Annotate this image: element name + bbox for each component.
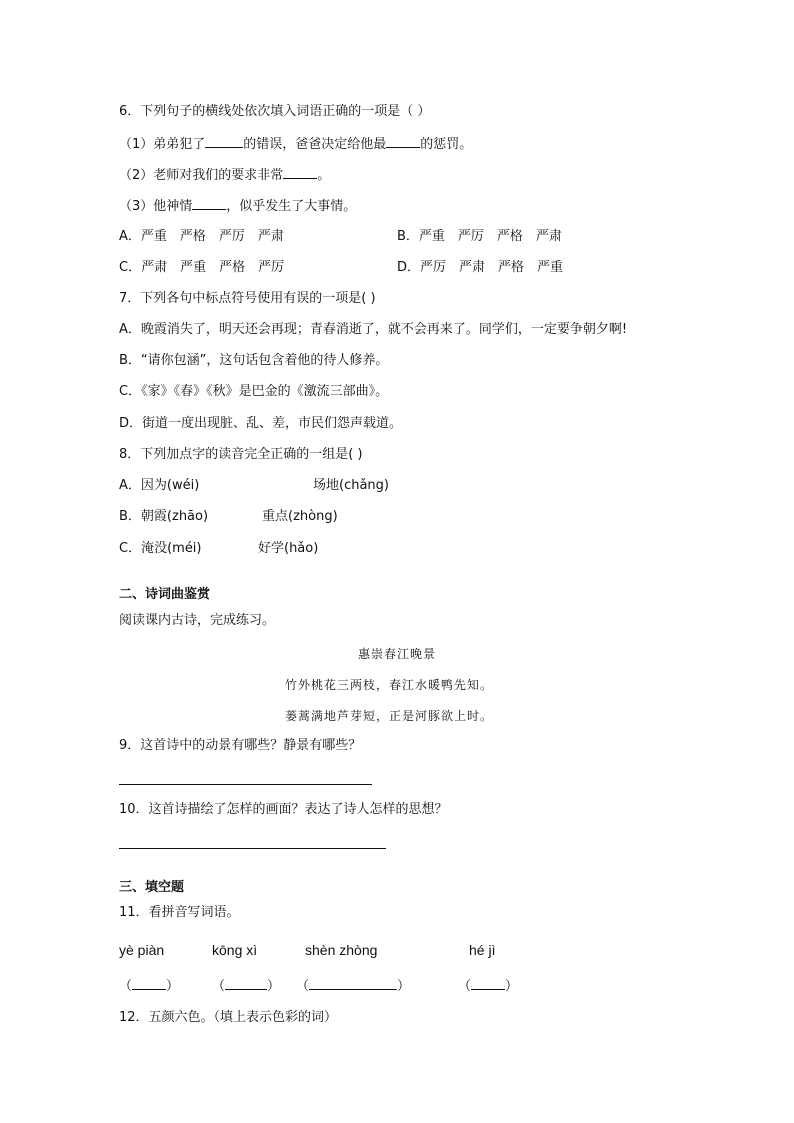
q6-s3-part-a: （3）他神情 <box>119 199 193 214</box>
poem-line-1: 竹外桃花三两枝，春江水暖鸭先知。 <box>285 678 494 692</box>
q8-option-c[interactable] <box>119 541 202 557</box>
q6-s2-part-b: 。 <box>317 168 331 183</box>
q6-s3-part-b: ，似乎发生了大事情。 <box>226 199 357 214</box>
q8-stem: 8．下列加点字的读音完全正确的一组是( ) <box>119 447 363 462</box>
q6-sentence-1 <box>119 135 472 153</box>
q6-s1-part-c: 的惩罚。 <box>420 137 473 152</box>
answer-box-1[interactable] <box>119 977 179 995</box>
section-2-title: 二、诗词曲鉴赏 <box>119 587 211 602</box>
q6-s1-part-b: 的错误，爸爸决定给他最 <box>243 137 387 152</box>
q8-option-b-word1: B．朝霞(zhāo) <box>119 509 209 524</box>
q6-option-a[interactable]: A．严重 严格 严厉 严肃 <box>119 229 284 244</box>
pinyin-1: yè piàn <box>119 942 165 958</box>
fill-blank[interactable] <box>192 197 226 210</box>
q6-option-b[interactable]: B．严重 严厉 严格 严肃 <box>397 229 562 244</box>
q9-answer-line[interactable] <box>119 784 372 785</box>
q6-option-d[interactable]: D．严厉 严肃 严格 严重 <box>397 260 564 275</box>
q8-option-a[interactable] <box>119 478 199 494</box>
q8-option-a-word1: A．因为(wéi) <box>119 478 200 493</box>
paren-close: ） <box>166 979 180 994</box>
q7-option-c[interactable]: C．《家》《春》《秋》是巴金的《激流三部曲》。 <box>119 384 389 399</box>
pinyin-4: hé jì <box>469 942 496 958</box>
q7-option-d[interactable]: D．街道一度出现脏、乱、差，市民们怨声载道。 <box>119 416 403 431</box>
q9-stem: 9．这首诗中的动景有哪些？静景有哪些？ <box>119 738 362 753</box>
answer-box-3[interactable] <box>296 977 410 995</box>
q8-option-b-word2: 重点(zhòng) <box>262 509 338 524</box>
q6-stem: 6．下列句子的横线处依次填入词语正确的一项是（ ） <box>119 104 431 119</box>
q6-option-c[interactable]: C．严肃 严重 严格 严厉 <box>119 260 285 275</box>
paren-close: ） <box>267 979 281 994</box>
fill-blank[interactable] <box>205 135 243 148</box>
q6-s2-part-a: （2）老师对我们的要求非常 <box>119 168 284 183</box>
q8-option-b[interactable] <box>119 509 208 525</box>
paren-open: （ <box>119 979 133 994</box>
q7-option-a[interactable]: A．晚霞消失了，明天还会再现；青春消逝了，就不会再来了。同学们，一定要争朝夕啊! <box>119 322 628 337</box>
q10-answer-line[interactable] <box>119 848 386 849</box>
q8-option-c-word2: 好学(hǎo) <box>258 541 319 556</box>
poem-line-2: 蒌蒿满地芦芽短，正是河豚欲上时。 <box>285 709 494 723</box>
section-3-title: 三、填空题 <box>119 880 185 895</box>
fill-blank[interactable] <box>283 166 317 179</box>
q12-stem: 12．五颜六色。（填上表示色彩的词） <box>119 1010 338 1025</box>
q6-sentence-2 <box>119 166 330 184</box>
q11-stem: 11．看拼音写词语。 <box>119 905 240 920</box>
answer-box-4[interactable] <box>458 977 518 995</box>
fill-blank[interactable] <box>386 135 420 148</box>
section-2-intro: 阅读课内古诗，完成练习。 <box>119 613 276 628</box>
pinyin-3: shèn zhòng <box>305 942 378 958</box>
pinyin-2: kōng xì <box>212 942 258 958</box>
fill-blank[interactable] <box>225 977 267 990</box>
fill-blank[interactable] <box>132 977 166 990</box>
q8-option-c-word1: C．淹没(méi) <box>119 541 202 556</box>
q7-stem: 7．下列各句中标点符号使用有误的一项是( ) <box>119 291 376 306</box>
poem-title: 惠崇春江晚景 <box>358 647 437 661</box>
q6-sentence-3 <box>119 197 356 215</box>
fill-blank[interactable] <box>471 977 505 990</box>
fill-blank[interactable] <box>309 977 397 990</box>
q10-stem: 10．这首诗描绘了怎样的画面？表达了诗人怎样的思想？ <box>119 802 448 817</box>
q8-option-a-word2: 场地(chǎng) <box>313 478 389 493</box>
paren-close: ） <box>505 979 519 994</box>
answer-box-2[interactable] <box>212 977 280 995</box>
q7-option-b[interactable]: B．“请你包涵”，这句话包含着他的待人修养。 <box>119 353 389 368</box>
paren-open: （ <box>212 979 226 994</box>
paren-open: （ <box>296 979 310 994</box>
q6-s1-part-a: （1）弟弟犯了 <box>119 137 206 152</box>
paren-open: （ <box>458 979 472 994</box>
paren-close: ） <box>397 979 411 994</box>
